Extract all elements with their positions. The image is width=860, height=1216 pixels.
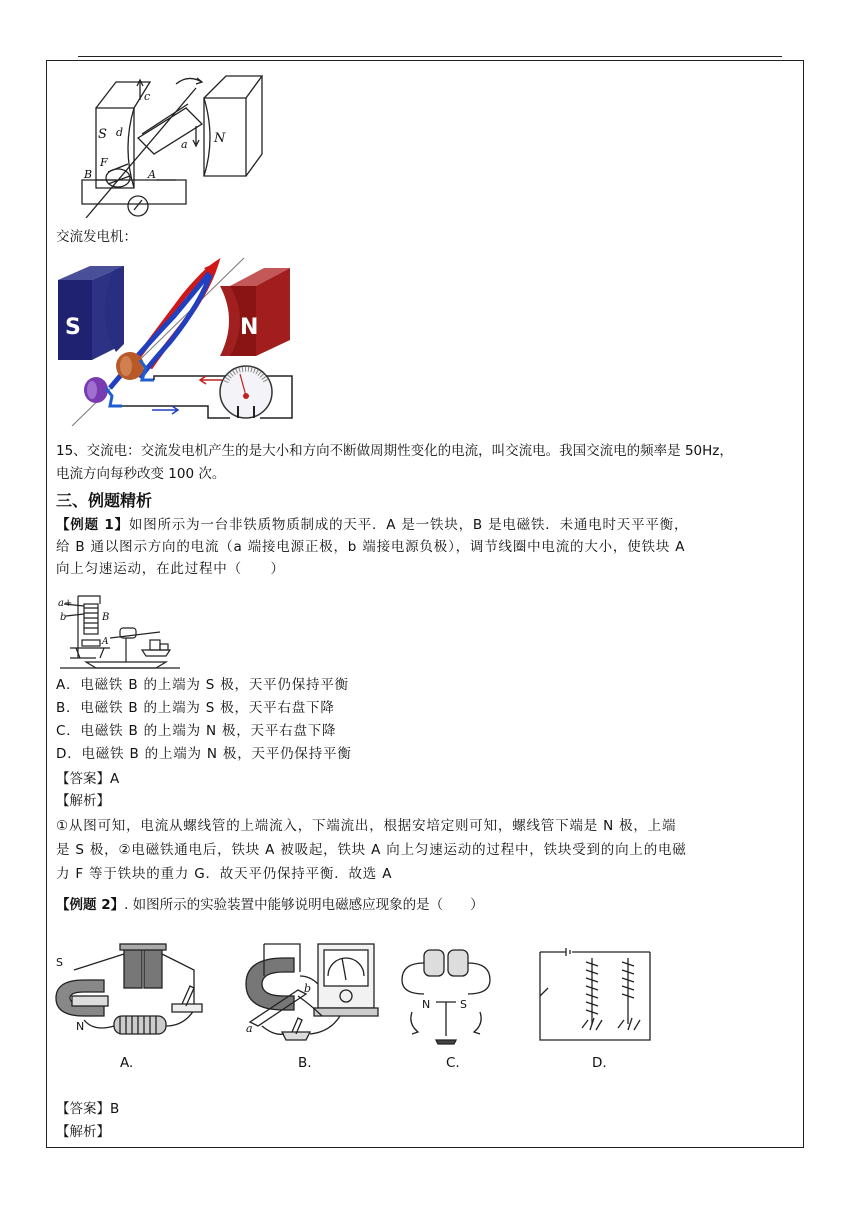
example1-question-line1: 如图所示为一台非铁质物质制成的天平．A 是一铁块，B 是电磁铁．未通电时天平平衡， [128, 517, 689, 533]
example1-question-line3: 向上匀速运动，在此过程中（ ） [56, 561, 285, 577]
fig-c-label-n: N [422, 998, 431, 1011]
fig-a-label-s: S [56, 956, 63, 969]
fig1-label-b: B [84, 168, 93, 181]
example2-answer: 【答案】B [56, 1101, 120, 1117]
analysis-line-1: ①从图可知，电流从螺线管的上端流入，下端流出，根据安培定则可知，螺线管下端是 N 极，上端 [56, 818, 677, 834]
fig-b-label-b: b [304, 982, 312, 995]
balance-label-iron-block: A [102, 637, 109, 647]
example2-question-text: . 如图所示的实验装置中能够说明电磁感应现象的是（ ） [124, 897, 484, 913]
example1-analysis-title: 【解析】 [56, 793, 110, 809]
fig1-label-f: F [100, 156, 108, 169]
fig1-label-d: d [116, 126, 124, 139]
fig-a-label-n: N [76, 1020, 85, 1033]
fig-c-label-s: S [460, 998, 467, 1011]
example1-options [56, 674, 352, 766]
ac-generator-label: 交流发电机： [56, 229, 137, 245]
example2-tag: 【例题 2】 [56, 897, 125, 913]
option-c: C．电磁铁 B 的上端为 N 极，天平右盘下降 [56, 723, 337, 739]
option-a: A．电磁铁 B 的上端为 S 极，天平仍保持平衡 [56, 677, 349, 693]
option-d: D．电磁铁 B 的上端为 N 极，天平仍保持平衡 [56, 746, 352, 762]
example2-figure-d [532, 940, 656, 1044]
fig1-label-a2: A [148, 168, 156, 181]
example1-question-line2: 给 B 通以图示方向的电流（a 端接电源正极，b 端接电源负极），调节线圈中电流的大小，使铁块 A [56, 539, 686, 555]
fig1-label-n: N [214, 131, 226, 146]
balance-label-electromagnet: B [102, 612, 110, 623]
example1-question [56, 514, 796, 580]
item15-line2: 电流方向每秒改变 100 次。 [56, 466, 226, 482]
option-b: B．电磁铁 B 的上端为 S 极，天平右盘下降 [56, 700, 335, 716]
fig1-label-c: c [144, 90, 151, 103]
example2-figure-a [54, 940, 206, 1044]
magnet-s-label: S [65, 315, 81, 340]
balance-label-b: b [60, 612, 67, 623]
example1-tag: 【例题 1】 [56, 517, 129, 533]
fig-label-b: B. [298, 1055, 312, 1071]
item15-line1: 15、交流电：交流发电机产生的是大小和方向不断做周期性变化的电流，叫交流电。我国交流电的频率是 50Hz， [56, 443, 733, 459]
fig-label-a: A. [120, 1055, 134, 1071]
balance-label-a: a+ [58, 598, 73, 609]
magnet-n-label: N [240, 315, 259, 340]
example2-analysis-title: 【解析】 [56, 1124, 110, 1140]
balance-figure [56, 586, 186, 670]
example1-answer: 【答案】A [56, 771, 120, 787]
section-title: 三、例题精析 [56, 491, 153, 510]
fig-label-d: D. [592, 1055, 607, 1071]
fig-label-c: C. [446, 1055, 460, 1071]
analysis-line-3: 力 F 等于铁块的重力 G．故天平仍保持平衡．故选 A [56, 866, 393, 882]
generator-sketch-figure [76, 68, 266, 218]
ac-generator-figure [54, 256, 304, 430]
example2-figure-c [398, 944, 494, 1046]
example2-figure-b [240, 936, 380, 1048]
fig-b-label-a: a [246, 1022, 253, 1035]
example1-analysis [56, 814, 687, 886]
header-rule [78, 56, 782, 57]
example2-question [56, 894, 484, 916]
analysis-line-2: 是 S 极，②电磁铁通电后，铁块 A 被吸起，铁块 A 向上匀速运动的过程中，铁块受到的向上的电磁 [56, 842, 687, 858]
fig1-label-a: a [181, 138, 188, 151]
fig1-label-s: S [98, 127, 107, 142]
